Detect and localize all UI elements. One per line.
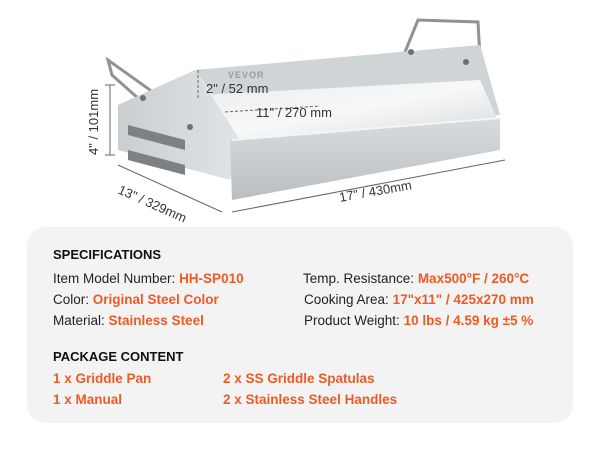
spec-color: Color: Original Steel Color <box>53 292 219 307</box>
specifications-heading: SPECIFICATIONS <box>53 247 162 262</box>
brand-logo: VEVOR <box>228 70 265 80</box>
specifications-card <box>27 227 573 423</box>
side-width-dimension: 13" / 329mm <box>115 182 189 226</box>
spec-temp-resistance: Temp. Resistance: Max500°F / 260°C <box>303 271 530 286</box>
spec-cooking-area: Cooking Area: 17"x11" / 425x270 mm <box>304 292 534 307</box>
height-dimension: 4" / 101mm <box>86 88 101 155</box>
inner-depth-dimension: 11" / 270 mm <box>256 105 332 120</box>
wall-height-dimension: 2" / 52 mm <box>206 81 269 96</box>
package-item: 1 x Manual <box>53 392 123 407</box>
package-item: 2 x SS Griddle Spatulas <box>223 371 375 386</box>
length-dimension: 17" / 430mm <box>338 177 413 205</box>
package-item: 2 x Stainless Steel Handles <box>223 392 398 407</box>
package-item: 1 x Griddle Pan <box>53 371 152 386</box>
package-content-heading: PACKAGE CONTENT <box>53 349 184 364</box>
spec-material: Material: Stainless Steel <box>53 313 204 328</box>
spec-weight: Product Weight: 10 lbs / 4.59 kg ±5 % <box>304 313 534 328</box>
spec-model: Item Model Number: HH-SP010 <box>53 271 244 286</box>
